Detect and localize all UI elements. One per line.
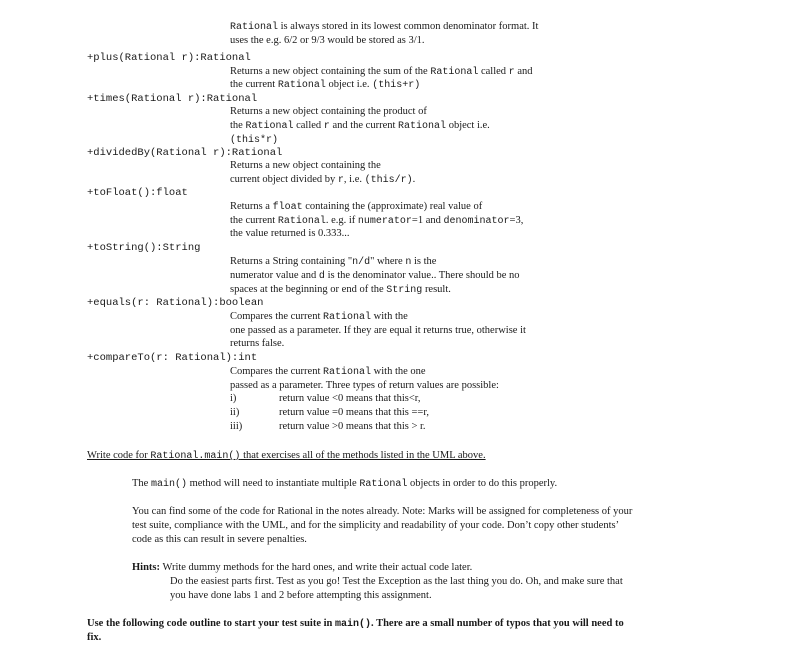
list-item-number: ii) [230,407,240,418]
method-signature-compare-to: +compareTo(r: Rational):int [87,352,258,364]
method-signature-equals: +equals(r: Rational):boolean [87,297,264,309]
list-item-number: i) [230,393,237,404]
divided-description-line-1: Returns a new object containing the [230,160,381,171]
method-signature-plus: +plus(Rational r):Rational [87,52,251,64]
method-signature-to-float: +toFloat():float [87,187,188,199]
equals-description-line-1: Compares the current Rational with the [230,311,408,323]
method-signature-times: +times(Rational r):Rational [87,93,258,105]
list-item-number: iii) [230,421,243,432]
hints-line-3: you have done labs 1 and 2 before attempting this assignment. [170,590,432,601]
to-string-description-line-2: numerator value and d is the denominator value.. There should be no [230,270,520,282]
to-float-description-line-2: the current Rational. e.g. if numerator=1 and denominator=3, [230,215,524,227]
equals-description-line-2: one passed as a parameter. If they are equal it returns true, otherwise it [230,325,526,336]
equals-description-line-3: returns false. [230,338,285,349]
code-rational: Rational [230,22,279,33]
to-float-description-line-1: Returns a float containing the (approximate) real value of [230,201,483,213]
plus-description-line-2: the current Rational object i.e. (this+r) [230,79,421,91]
to-float-description-line-3: the value returned is 0.333... [230,228,350,239]
class-description-line-1: Rational is always stored in its lowest common denominator format. It [230,21,539,33]
list-item: return value >0 means that this > r. [279,421,426,432]
write-code-instruction: Write code for Rational.main() that exercises all of the methods listed in the UML above. [87,450,486,462]
times-description-line-1: Returns a new object containing the product of [230,106,427,117]
to-string-description-line-1: Returns a String containing "n/d" where n is the [230,256,437,268]
hints-label: Hints: [132,562,161,573]
to-string-description-line-3: spaces at the beginning or end of the String result. [230,284,451,296]
notes-paragraph-line-3: code as this can result in severe penalties. [132,534,307,545]
method-signature-divided-by: +dividedBy(Rational r):Rational [87,147,283,159]
list-item: return value <0 means that this<r, [279,393,421,404]
plus-description-line-1: Returns a new object containing the sum of the Rational called r and [230,66,533,78]
main-method-paragraph: The main() method will need to instantiate multiple Rational objects in order to do this properly. [132,478,558,490]
hints-line-2: Do the easiest parts first. Test as you go! Test the Exception as the last thing you do. Oh, and make sure that [170,576,623,587]
times-description-line-2: the Rational called r and the current Rational object i.e. [230,120,490,132]
code-outline-instruction-line-2: fix. [87,632,102,643]
hints-line-1: Hints: Write dummy methods for the hard ones, and write their actual code later. [132,562,473,573]
compare-description-line-1: Compares the current Rational with the one [230,366,426,378]
times-description-line-3: (this*r) [230,135,279,146]
notes-paragraph-line-1: You can find some of the code for Rational in the notes already. Note: Marks will be assigned for completeness of your [132,506,633,517]
code-outline-instruction: Use the following code outline to start your test suite in main(). There are a small number of typos that you will need to [87,618,624,630]
divided-description-line-2: current object divided by r, i.e. (this/r). [230,174,416,186]
list-item: return value =0 means that this ==r, [279,407,430,418]
compare-description-line-2: passed as a parameter. Three types of return values are possible: [230,380,499,391]
notes-paragraph-line-2: test suite, compliance with the UML, and for the simplicity and readability of your code. Don’t copy other students’ [132,520,620,531]
class-description-line-2: uses the e.g. 6/2 or 9/3 would be stored as 3/1. [230,35,425,46]
method-signature-to-string: +toString():String [87,242,201,254]
